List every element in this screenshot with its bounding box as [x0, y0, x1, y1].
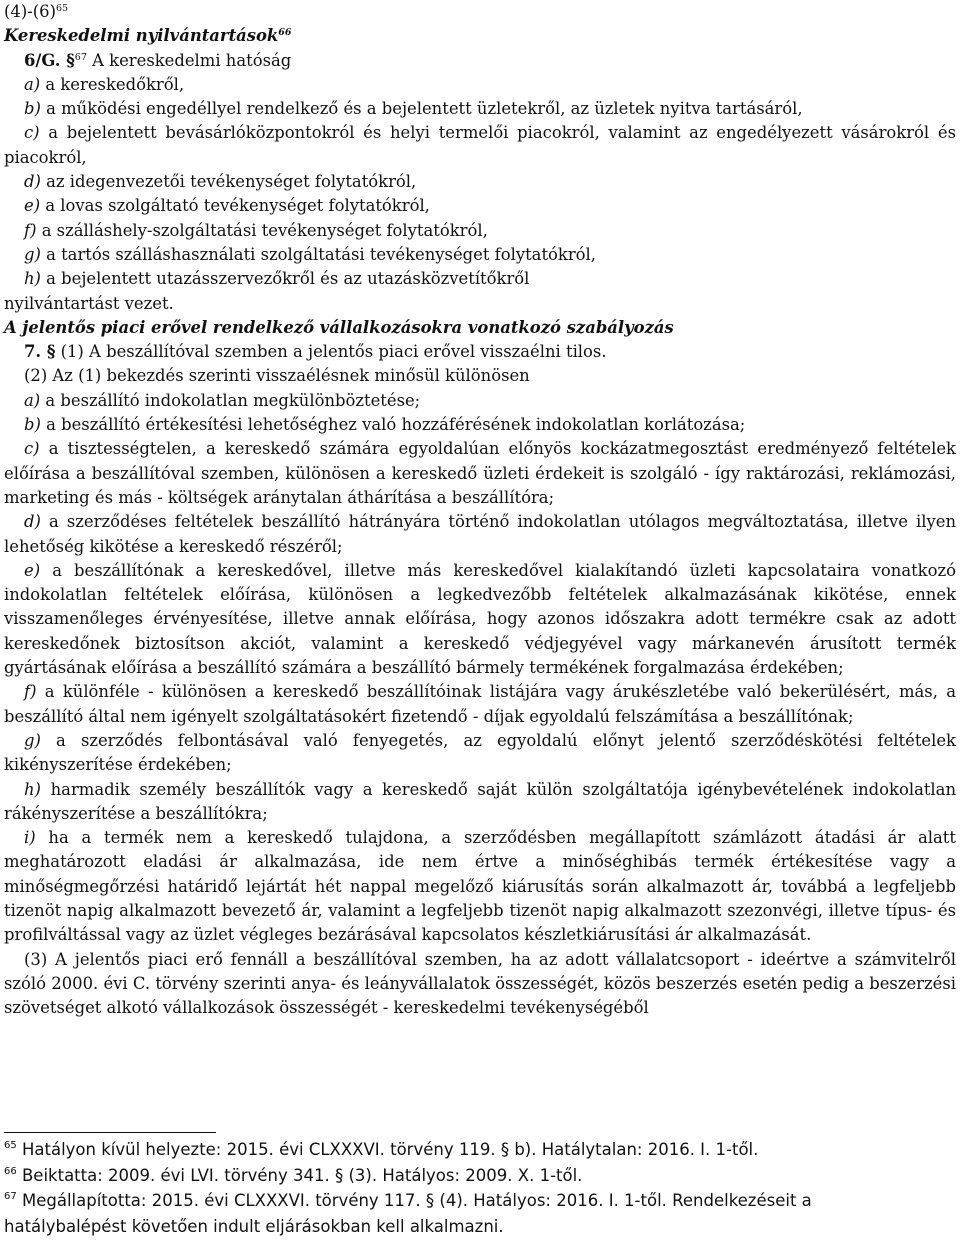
- paragraph-7-3: (3) A jelentős piaci erő fennáll a beszállítóval szemben, ha az adott vállalatcsoport - ideértve a számvitelről szóló 2000. évi C. törvény szerinti anya- és leányvállalatok összességét, közös beszerzés esetén pedig a beszerzési szövetséget alkotó vállalkozások összességét - kereskedelmi tevékenységéből: [4, 949, 956, 1018]
- list-item: b) a működési engedéllyel rendelkező és a bejelentett üzletekről, az üzletek nyitva tartásáról,: [24, 99, 803, 119]
- paragraph-7-number: 7. §: [24, 342, 56, 362]
- list-item: b) a beszállító értékesítési lehetőséghez való hozzáférésének indokolatlan korlátozása;: [24, 415, 746, 435]
- list-item: c) a bejelentett bevásárlóközpontokról és helyi termelői piacokról, valamint az engedélyezett vásárokról és piacokról,: [4, 123, 956, 167]
- section-range-text: (4)-(6): [4, 2, 56, 21]
- list-7-2: [4, 389, 956, 948]
- list-item: h) a bejelentett utazásszervezőkről és az utazásközvetítőkről: [24, 269, 530, 289]
- footnote-ref-65[interactable]: 65: [55, 3, 69, 14]
- footnote-67: [4, 1188, 956, 1214]
- list-item: g) a szerződés felbontásával való fenyegetés, az egyoldalú előnyt jelentő szerződéskötési feltételek kikényszerítése érdekében;: [4, 730, 956, 775]
- footnote-text: Hatályon kívül helyezte: 2015. évi CLXXXVI. törvény 119. § b). Hatálytalan: 2016. I. 1-től.: [21, 1140, 759, 1159]
- section-title: [4, 24, 956, 48]
- footnote-67-continued: hatálybalépést követően indult eljárásokban kell alkalmazni.: [4, 1216, 504, 1236]
- footnotes: [4, 1137, 956, 1239]
- paragraph-7-2-intro: (2) Az (1) bekezdés szerinti visszaélésnek minősül különösen: [24, 366, 530, 386]
- footnote-66: [4, 1163, 956, 1189]
- footnote-65: [4, 1137, 956, 1163]
- section-title-text: Kereskedelmi nyilvántartások: [4, 26, 279, 46]
- list-item: c) a tisztességtelen, a kereskedő számára egyoldalúan előnyös kockázatmegosztást eredményező feltételek előírása a beszállítóval szemben, különösen a kereskedő üzleti érdekeit is szolgáló - így raktározási, reklámozási, marketing és más - költségek aránytalan áthárítása a beszállítóra;: [4, 439, 956, 507]
- list-item: i) ha a termék nem a kereskedő tulajdona, a szerződésben megállapított számlázott átadási ár alatt meghatározott eladási ár alkalmazása, ide nem értve a minőséghibás termék értékesítése vagy a minőségmegőrzési határidő lejártát hét nappal megelőző kiárusítás során alkalmazott ár, továbbá a legfeljebb tizenöt napig alkalmazott bevezető ár, valamint a legfeljebb tizenöt napig alkalmazott szezonvégi, illetve típus- és profilváltással vagy az üzlet végleges bezárásával kapcsolatos készletkiárusítási ár alkalmazását.: [4, 828, 956, 945]
- document-page: [4, 0, 956, 1020]
- list-6g: [4, 73, 956, 292]
- footnote-ref-67[interactable]: 67: [74, 51, 87, 63]
- paragraph-7-1: [4, 340, 956, 364]
- list-item: f) a szálláshely-szolgáltatási tevékenységet folytatókról,: [24, 220, 488, 240]
- paragraph-6g-intro-text: A kereskedelmi hatóság: [92, 50, 292, 70]
- section-range: [4, 0, 956, 24]
- list-item: d) az idegenvezetői tevékenységet folytatókról,: [24, 172, 417, 192]
- footnote-number: 65: [4, 1140, 17, 1151]
- paragraph-6g-closing: nyilvántartást vezet.: [4, 293, 174, 313]
- list-item: e) a lovas szolgáltató tevékenységet folytatókról,: [24, 196, 430, 216]
- footnote-number: 66: [4, 1165, 17, 1177]
- footnote-text: Megállapította: 2015. évi CLXXXVI. törvény 117. § (4). Hatályos: 2016. I. 1-től. Rendelkezéseit a: [21, 1191, 812, 1210]
- list-item: h) harmadik személy beszállítók vagy a kereskedő saját külön szolgáltatója igénybevételének indokolatlan rákényszerítése a beszállítókra;: [4, 779, 957, 823]
- list-item: a) a beszállító indokolatlan megkülönböztetése;: [24, 390, 421, 410]
- list-item: g) a tartós szálláshasználati szolgáltatási tevékenységet folytatókról,: [24, 244, 596, 264]
- paragraph-6g-intro: [4, 49, 956, 73]
- paragraph-7-1-text: (1) A beszállítóval szemben a jelentős piaci erővel visszaélni tilos.: [60, 342, 607, 362]
- footnote-text: Beiktatta: 2009. évi LVI. törvény 341. § (3). Hatályos: 2009. X. 1-től.: [21, 1165, 583, 1185]
- list-item: a) a kereskedőkről,: [24, 74, 185, 94]
- chapter-heading: A jelentős piaci erővel rendelkező vállalkozásokra vonatkozó szabályozás: [4, 317, 674, 337]
- footnote-number: 67: [4, 1191, 17, 1202]
- list-item: f) a különféle - különösen a kereskedő beszállítóinak listájára vagy árukészletébe való bekerülésért, más, a beszállító által nem igényelt szolgáltatásokért fizetendő - díjak egyoldalú felszámítása a beszállítónak;: [4, 682, 956, 726]
- list-item: e) a beszállítónak a kereskedővel, illetve más kereskedővel kialakítandó üzleti kapcsolataira vonatkozó indokolatlan feltételek előírása, különösen a legkedvezőbb feltételek alkalmazásának kikötése, ennek visszamenőleges érvényesítése, illetve annak előírása, hogy azonos időszakra adott termékre csak az adott kereskedőnek biztosítson akciót, valamint a kereskedő védjegyével vagy márkanevén árusított termék gyártásának előírása a beszállító számára a beszállító bármely termékének forgalmazása érdekében;: [4, 560, 956, 678]
- list-item: d) a szerződéses feltételek beszállító hátrányára történő indokolatlan utólagos megváltoztatása, illetve ilyen lehetőség kikötése a kereskedő részéről;: [4, 512, 956, 556]
- paragraph-6g-number: 6/G. §: [24, 50, 75, 70]
- footnote-ref-66[interactable]: 66: [278, 27, 292, 39]
- footnote-separator: [4, 1132, 216, 1133]
